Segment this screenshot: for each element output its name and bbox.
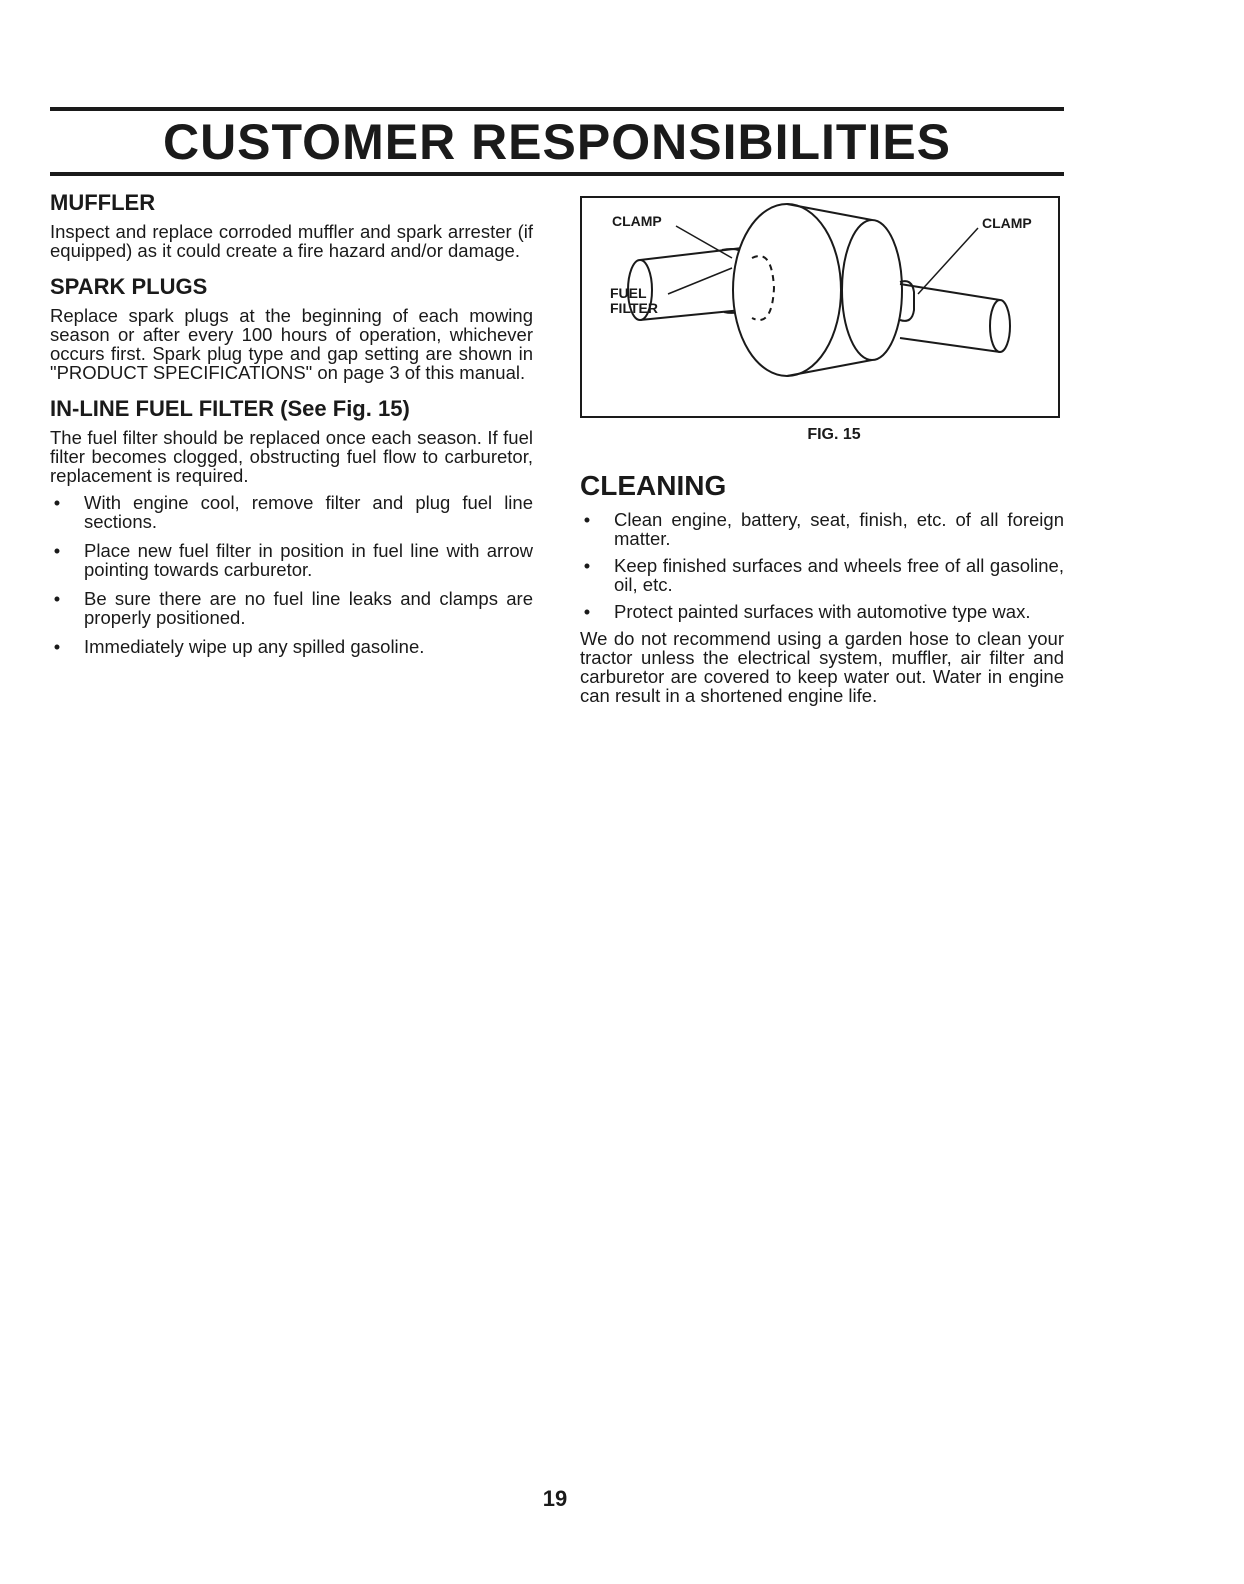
bullet-icon: • (53, 588, 61, 609)
bullet-icon: • (53, 492, 61, 513)
list-item (50, 637, 533, 656)
fuel-filter-section (50, 396, 533, 656)
list-item-text: Protect painted surfaces with automotive type wax. (614, 601, 1031, 622)
filter-label: FILTER (610, 300, 658, 316)
header-rule-top (50, 107, 1064, 111)
list-item (50, 541, 533, 579)
list-item (50, 589, 533, 627)
bullet-icon: • (583, 509, 591, 530)
list-item (580, 602, 1064, 621)
list-item-text: Be sure there are no fuel line leaks and clamps are properly positioned. (84, 588, 533, 628)
list-item-text: Place new fuel filter in position in fuel line with arrow pointing towards carburetor. (84, 540, 533, 580)
spark-plugs-body: Replace spark plugs at the beginning of each mowing season or after every 100 hours of operation, whichever occurs first. Spark plug type and gap setting are shown in "PRODUCT SPECIFICATIONS" on page 3 of this manual. (50, 305, 533, 383)
list-item (50, 493, 533, 531)
page-title: CUSTOMER RESPONSIBILITIES (162, 114, 952, 170)
fuel-filter-body: The fuel filter should be replaced once each season. If fuel filter becomes clogged, obstructing fuel flow to carburetor, replacement is required. (50, 427, 533, 486)
left-column (50, 190, 533, 670)
list-item-text: Immediately wipe up any spilled gasoline. (84, 636, 425, 657)
fuel-filter-heading: IN-LINE FUEL FILTER (See Fig. 15) (50, 396, 410, 421)
cleaning-heading: CLEANING (580, 470, 727, 501)
list-item-text: Keep finished surfaces and wheels free of all gasoline, oil, etc. (614, 555, 1064, 595)
header-rule-bottom (50, 172, 1064, 176)
muffler-body: Inspect and replace corroded muffler and spark arrester (if equipped) as it could create a fire hazard and/or damage. (50, 221, 533, 261)
bullet-icon: • (583, 555, 591, 576)
cleaning-list (580, 510, 1064, 621)
bullet-icon: • (53, 540, 61, 561)
list-item (580, 510, 1064, 548)
cleaning-section (580, 470, 1064, 705)
clamp-label-right: CLAMP (982, 215, 1032, 231)
cleaning-body: We do not recommend using a garden hose to clean your tractor unless the electrical system, muffler, air filter and carburetor are covered to keep water out. Water in engine can result in a shortened engine life. (580, 628, 1064, 706)
bullet-icon: • (53, 636, 61, 657)
muffler-section (50, 190, 533, 260)
figure-caption: FIG. 15 (807, 426, 861, 443)
spark-plugs-section (50, 274, 533, 382)
fuel-label: FUEL (610, 285, 647, 301)
list-item-text: With engine cool, remove filter and plug fuel line sections. (84, 492, 533, 532)
page-number: 19 (542, 1486, 568, 1511)
list-item-text: Clean engine, battery, seat, finish, etc. of all foreign matter. (614, 509, 1064, 549)
list-item (580, 556, 1064, 594)
clamp-label-left: CLAMP (612, 213, 662, 229)
figure-15 (580, 196, 1060, 418)
spark-plugs-heading: SPARK PLUGS (50, 274, 208, 299)
fuel-filter-list (50, 493, 533, 656)
bullet-icon: • (583, 601, 591, 622)
muffler-heading: MUFFLER (50, 190, 156, 215)
